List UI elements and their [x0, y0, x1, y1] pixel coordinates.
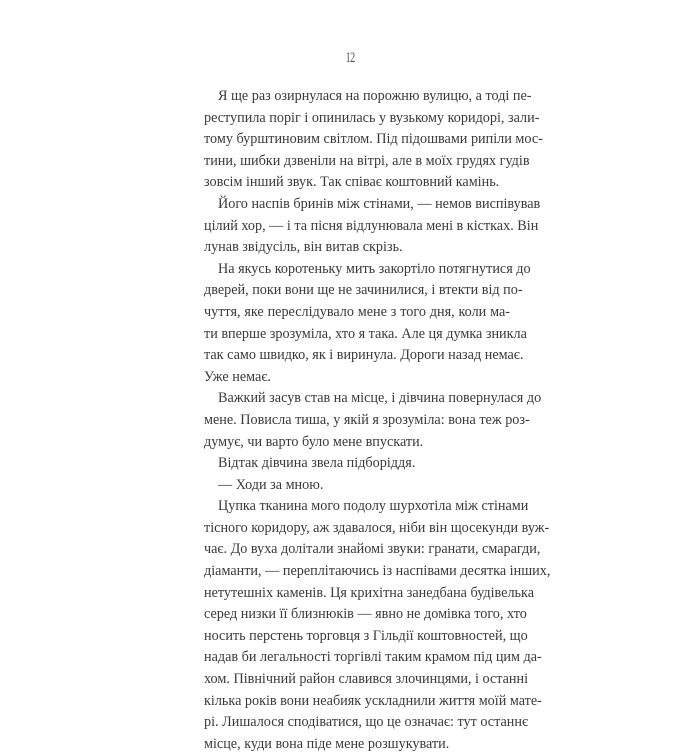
text-line: Його наспів бринів між стінами, — немов виспівував [218, 195, 541, 212]
text-line: так само швидко, як і виринула. Дороги назад немає. [204, 347, 524, 364]
text-line: діаманти, — переплітаючись із наспівами десятка інших, [204, 563, 551, 580]
text-line: Цупка тканина мого подолу шурхотіла між стінами [218, 498, 529, 515]
text-line: місце, куди вона піде мене розшукувати. [204, 735, 450, 752]
paragraph [204, 496, 551, 755]
text-line: носить перстень торговця з Гільдії коштовностей, що [204, 627, 528, 644]
paragraph [204, 453, 510, 475]
paragraph [204, 475, 510, 497]
text-line: нетутешніх каменів. Ця крихітна занедбана будівелька [204, 584, 534, 601]
text-line: кілька років вони неабияк ускладнили життя моїй мате- [204, 692, 542, 709]
text-line: На якусь коротеньку мить закортіло потягнутися до [218, 260, 531, 277]
paragraph [204, 388, 542, 453]
text-line: мене. Повисла тиша, у якій я зрозуміла: вона теж роз- [204, 411, 530, 428]
text-line: цілий хор, — і та пісня відлунювала мені в кістках. Він [204, 217, 539, 234]
text-line: тому бурштиновим світлом. Під підошвами рипіли мос- [204, 131, 543, 148]
text-line: рі. Лишалося сподіватися, що це означає: тут останнє [204, 714, 529, 731]
text-line: реступила поріг і опинилась у вузькому коридорі, зали- [204, 109, 540, 126]
text-line: серед низки її близнюків — явно не домівка того, хто [204, 606, 527, 623]
text-line: Я ще раз озирнулася на порожню вулицю, а тоді пе- [218, 88, 532, 104]
paragraph [204, 259, 531, 389]
text-line: зовсім інший звук. Так співає коштовний камінь. [204, 174, 500, 191]
text-line: тісного коридору, аж здавалося, ніби він щосекунди вуж- [204, 519, 550, 536]
text-line: — Ходи за мною. [218, 476, 324, 493]
text-line: надав би легальності торгівлі таким крамом під цим да- [204, 649, 542, 666]
text-line: ти вперше зрозуміла, хто я така. Але ця думка зникла [204, 325, 527, 342]
text-line: тини, шибки дзвеніли на вітрі, але в моїх грудях гудів [204, 152, 530, 169]
text-line: чуття, яке переслідувало мене з того дня, коли ма- [204, 303, 510, 320]
paragraph [204, 194, 541, 259]
text-line: думує, чи варто було мене впускати. [204, 433, 424, 450]
text-line: Відтак дівчина звела підборіддя. [218, 455, 416, 472]
page-number: 12 [345, 50, 355, 66]
text-line: лунав звідусіль, він витав скрізь. [204, 239, 403, 256]
paragraph [204, 86, 543, 194]
text-line: чає. До вуха долітали знайомі звуки: гранати, смарагди, [204, 541, 541, 558]
text-line: дверей, поки вони ще не зачинилися, і втекти від по- [204, 282, 523, 299]
text-line: хом. Північний район славився злочинцями, і останні [204, 671, 529, 688]
text-line: Уже немає. [204, 368, 271, 385]
text-line: Важкий засув став на місце, і дівчина повернулася до [218, 390, 542, 407]
body-text [204, 86, 551, 755]
